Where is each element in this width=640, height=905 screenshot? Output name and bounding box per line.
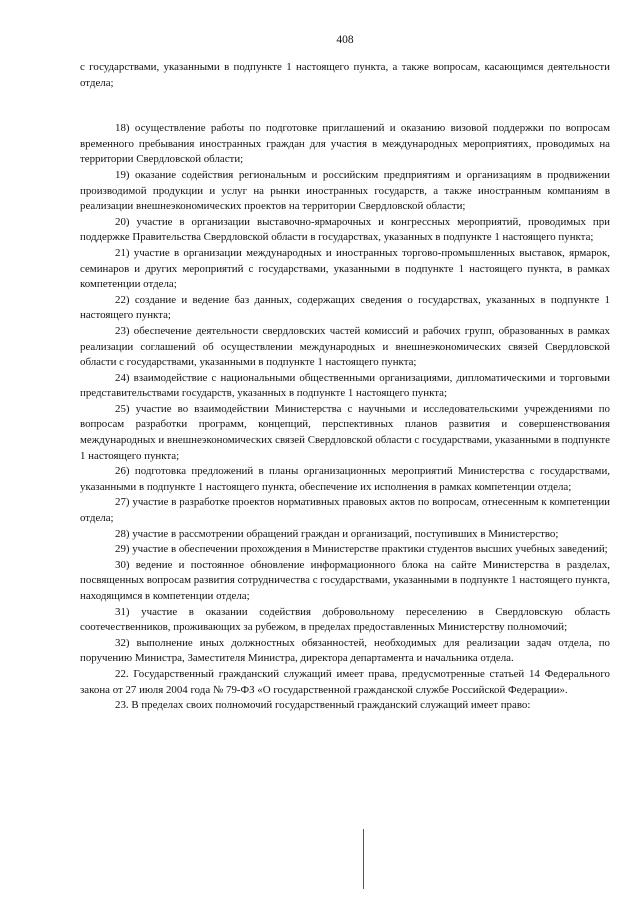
paragraph-item-20: 20) участие в организации выставочно-ярмарочных и конгрессных мероприятий, проводимых при поддержке Правительства Свердловской области в государствах, указанных в подпункте 1 настоящего пункта; [80,215,610,244]
paragraph-item-27: 27) участие в разработке проектов нормативных правовых актов по вопросам, отнесенным к компетенции отдела; [80,496,610,525]
paragraph-item-30: 30) ведение и постоянное обновление информационного блока на сайте Министерства в разделах, посвященных вопросам развития сотрудничества с государствами, указанными в подпункте 1 настоящего пункта, находящимся в компетенции отдела; [80,558,610,602]
paragraph-item-32: 32) выполнение иных должностных обязанностей, необходимых для реализации задач отдела, по поручению Министра, Заместителя Министра, директора департамента и начальника отдела. [80,636,610,665]
paragraph-item-25: 25) участие во взаимодействии Министерства с научными и исследовательскими учреждениями по вопросам разработки программ, концепций, перспективных планов развития и совершенствования международных и внешнеэкономических связей Свердловской области с государствами, указанными в подпункте 1 настоящего пункта; [80,402,610,462]
paragraph-continuation: с государствами, указанными в подпункте 1 настоящего пункта, а также вопросам, касающимся деятельности отдела; [80,61,610,89]
scan-artifact-line [363,829,364,889]
document-page [80,34,610,714]
paragraph-gap [80,91,610,121]
paragraph-item-24: 24) взаимодействие с национальными общественными организациями, дипломатическими и торговыми представительствами государств, указанных в подпункте 1 настоящего пункта; [80,371,610,400]
page-number: 408 [336,34,354,46]
paragraph-item-29: 29) участие в обеспечении прохождения в Министерстве практики студентов высших учебных заведений; [115,543,608,556]
paragraph-item-19: 19) оказание содействия региональным и российским предприятиям и организациям в продвижении производимой продукции и услуг на рынки иностранных государств, а также иностранным компаниям в реализации внешнеэкономических проектов на территории Свердловской области; [80,168,610,213]
paragraph-clause-23: 23. В пределах своих полномочий государственный гражданский служащий имеет право: [115,699,531,712]
paragraph-clause-22: 22. Государственный гражданский служащий имеет права, предусмотренные статьей 14 Федерального закона от 27 июля 2004 года № 79-ФЗ «О государственной гражданской службе Российской Федерации». [80,667,610,696]
paragraph-item-28: 28) участие в рассмотрении обращений граждан и организаций, поступивших в Министерство; [115,527,559,540]
paragraph-item-23: 23) обеспечение деятельности свердловских частей комиссий и рабочих групп, образованных в рамках реализации соглашений об осуществлении международных и внешнеэкономических связей Свердловской области с государствами, указанными в подпункте 1 настоящего пункта; [80,324,610,369]
paragraph-item-22: 22) создание и ведение баз данных, содержащих сведения о государствах, указанных в подпункте 1 настоящего пункта; [80,293,610,322]
paragraph-item-26: 26) подготовка предложений в планы организационных мероприятий Министерства с государствами, указанными в подпункте 1 настоящего пункта, обеспечение их исполнения в рамках компетенции отдела; [80,465,610,493]
paragraph-item-31: 31) участие в оказании содействия добровольному переселению в Свердловскую область соотечественников, проживающих за рубежом, в пределах предоставленных Министерству полномочий; [80,605,610,634]
paragraph-item-21: 21) участие в организации международных и иностранных торгово-промышленных выставок, ярмарок, семинаров и других мероприятий с государствами, указанными в подпункте 1 настоящего пункта, в рамках компетенции отдела; [80,246,610,291]
paragraph-item-18: 18) осуществление работы по подготовке приглашений и оказанию визовой поддержки по вопросам временного пребывания иностранных граждан для участия в международных мероприятиях, проводимых на территории Свердловской области; [80,122,610,166]
